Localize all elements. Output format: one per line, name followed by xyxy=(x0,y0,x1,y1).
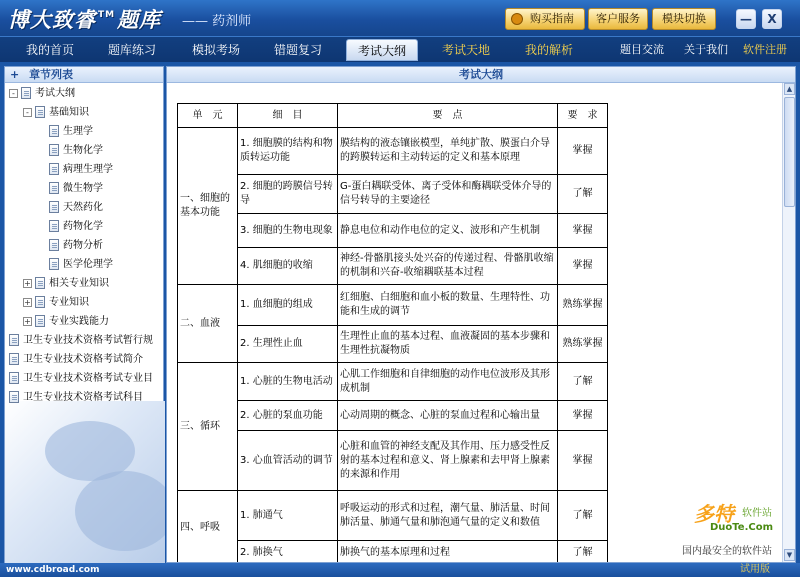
tree-node-label: 卫生专业技术资格考试暂行规 xyxy=(23,335,153,346)
table-row xyxy=(178,541,608,564)
customer-service-button[interactable]: 客户服务 xyxy=(588,8,648,30)
chapter-panel-header xyxy=(5,67,163,83)
tree-node-label: 药物分析 xyxy=(63,240,103,251)
document-icon xyxy=(35,315,45,327)
document-icon xyxy=(35,277,45,289)
art-shape xyxy=(75,471,165,551)
purchase-guide-label: 购买指南 xyxy=(530,12,574,25)
requirement-cell: 熟练掌握 xyxy=(558,326,608,363)
content-panel xyxy=(166,66,796,563)
points-cell: G-蛋白耦联受体、离子受体和酶耦联受体介导的信号转导的主要途径 xyxy=(338,175,558,214)
document-icon xyxy=(49,220,59,232)
minimize-button[interactable]: — xyxy=(736,9,756,29)
points-cell: 膜结构的液态镶嵌模型，单纯扩散、膜蛋白介导的跨膜转运和主动转运的定义和基本原理 xyxy=(338,128,558,175)
app-logo xyxy=(8,4,161,32)
header-unit: 单 元 xyxy=(178,104,238,128)
tree-node-biochemistry[interactable] xyxy=(49,142,103,159)
points-cell: 生理性止血的基本过程、血液凝固的基本步骤和生理性抗凝物质 xyxy=(338,326,558,363)
tree-node-physiology[interactable] xyxy=(49,123,93,140)
table-row xyxy=(178,285,608,326)
table-row xyxy=(178,214,608,248)
document-icon xyxy=(49,125,59,137)
tree-node-natural-medicine[interactable] xyxy=(49,199,103,216)
scrollbar-thumb[interactable] xyxy=(784,97,795,207)
tree-node-basics[interactable] xyxy=(23,104,89,121)
watermark-domain: DuoTe.Com xyxy=(710,522,773,533)
unit-cell: 三、循环 xyxy=(178,363,238,491)
tree-node-professional-knowledge[interactable] xyxy=(23,294,89,311)
table-row xyxy=(178,128,608,175)
tree-node-label: 卫生专业技术资格考试专业目 xyxy=(23,373,153,384)
expand-icon[interactable]: + xyxy=(24,316,31,326)
chapter-panel-title: 章节列表 xyxy=(29,68,74,81)
tree-node-syllabus[interactable] xyxy=(9,85,75,102)
app-title-suffix: 题库 xyxy=(117,8,162,32)
nav-practice[interactable]: 题库练习 xyxy=(107,43,156,57)
tree-node-label: 生物化学 xyxy=(63,145,103,156)
points-cell: 呼吸运动的形式和过程，潮气量、肺活量、时间肺活量、肺通气量和肺泡通气量的定义和数值 xyxy=(338,491,558,541)
watermark-brand-sub: 软件站 xyxy=(742,508,772,519)
requirement-cell: 熟练掌握 xyxy=(558,285,608,326)
requirement-cell: 掌握 xyxy=(558,214,608,248)
points-cell: 心肌工作细胞和自律细胞的动作电位波形及其形成机制 xyxy=(338,363,558,401)
tree-node-label: 病理生理学 xyxy=(63,164,113,175)
points-cell: 神经-骨骼肌接头处兴奋的传递过程、骨骼肌收缩的机制和兴奋-收缩耦联基本过程 xyxy=(338,248,558,285)
tree-node-label: 医学伦理学 xyxy=(63,259,113,270)
document-icon xyxy=(49,182,59,194)
table-row xyxy=(178,401,608,431)
item-cell: 1. 血细胞的组成 xyxy=(238,285,338,326)
tree-node-label: 生理学 xyxy=(63,126,93,137)
tree-node-medicinal-chemistry[interactable] xyxy=(49,218,103,235)
nav-mock-exam[interactable]: 模拟考场 xyxy=(191,43,240,57)
nav-my-analysis[interactable]: 我的解析 xyxy=(524,43,573,57)
nav-discussion[interactable]: 题目交流 xyxy=(620,43,664,56)
main-nav xyxy=(0,36,800,62)
requirement-cell: 掌握 xyxy=(558,431,608,491)
tree-node-label: 专业实践能力 xyxy=(49,316,109,327)
nav-about[interactable]: 关于我们 xyxy=(684,43,728,56)
tree-node-interim-rules[interactable] xyxy=(9,332,153,349)
nav-wrong-review[interactable]: 错题复习 xyxy=(273,43,322,57)
collapse-icon[interactable]: - xyxy=(23,108,32,117)
status-bar xyxy=(0,563,800,577)
nav-syllabus[interactable]: 考试大纲 xyxy=(346,39,418,61)
table-row xyxy=(178,248,608,285)
sidebar-background-art xyxy=(5,401,165,563)
unit-cell: 一、细胞的基本功能 xyxy=(178,128,238,285)
document-icon xyxy=(35,106,45,118)
requirement-cell: 了解 xyxy=(558,175,608,214)
tree-node-label: 药物化学 xyxy=(63,221,103,232)
chapter-panel xyxy=(4,66,164,563)
expand-icon[interactable]: + xyxy=(24,278,31,288)
watermark-slogan: 国内最安全的软件站 xyxy=(682,546,772,557)
trial-version-label: 试用版 xyxy=(740,564,770,575)
app-title: 博大致睿 xyxy=(8,8,96,32)
document-icon xyxy=(21,87,31,99)
purchase-guide-button[interactable] xyxy=(505,8,585,30)
tree-node-microbiology[interactable] xyxy=(49,180,103,197)
header-points: 要 点 xyxy=(338,104,558,128)
status-url: www.cdbroad.com xyxy=(6,565,100,575)
tree-node-label: 专业知识 xyxy=(49,297,89,308)
item-cell: 2. 肺换气 xyxy=(238,541,338,564)
document-icon xyxy=(9,334,19,346)
tree-node-label: 基础知识 xyxy=(49,107,89,118)
item-cell: 1. 心脏的生物电活动 xyxy=(238,363,338,401)
points-cell: 静息电位和动作电位的定义、波形和产生机制 xyxy=(338,214,558,248)
points-cell: 心脏和血管的神经支配及其作用、压力感受性反射的基本过程和意义、肾上腺素和去甲肾上腺素的来源和作用 xyxy=(338,431,558,491)
item-cell: 4. 肌细胞的收缩 xyxy=(238,248,338,285)
item-cell: 2. 生理性止血 xyxy=(238,326,338,363)
requirement-cell: 了解 xyxy=(558,541,608,564)
document-icon xyxy=(49,144,59,156)
requirement-cell: 掌握 xyxy=(558,401,608,431)
points-cell: 心动周期的概念、心脏的泵血过程和心输出量 xyxy=(338,401,558,431)
header-item: 细 目 xyxy=(238,104,338,128)
syllabus-table xyxy=(177,103,608,563)
nav-home[interactable]: 我的首页 xyxy=(25,43,74,57)
app-subtitle: —— 药剂师 xyxy=(182,14,252,29)
document-icon xyxy=(35,296,45,308)
syllabus-scroll-area[interactable] xyxy=(167,83,782,563)
tree-node-label: 卫生专业技术资格考试简介 xyxy=(23,354,143,365)
points-cell: 肺换气的基本原理和过程 xyxy=(338,541,558,564)
item-cell: 3. 细胞的生物电现象 xyxy=(238,214,338,248)
requirement-cell: 了解 xyxy=(558,491,608,541)
tree-node-label: 相关专业知识 xyxy=(49,278,109,289)
table-row xyxy=(178,491,608,541)
requirement-cell: 掌握 xyxy=(558,248,608,285)
expand-icon[interactable]: + xyxy=(24,297,31,307)
table-row xyxy=(178,326,608,363)
tree-node-label: 天然药化 xyxy=(63,202,103,213)
table-row xyxy=(178,175,608,214)
tree-node-drug-analysis[interactable] xyxy=(49,237,103,254)
content-title: 考试大纲 xyxy=(167,67,795,83)
document-icon xyxy=(49,201,59,213)
tree-node-exam-intro[interactable] xyxy=(9,351,143,368)
vertical-scrollbar[interactable] xyxy=(782,83,796,563)
requirement-cell: 掌握 xyxy=(558,128,608,175)
coin-icon xyxy=(511,13,523,25)
header-requirement: 要 求 xyxy=(558,104,608,128)
watermark-brand: 多特 xyxy=(694,502,734,526)
tree-node-pathophysiology[interactable] xyxy=(49,161,113,178)
tree-node-exam-subjects[interactable] xyxy=(9,389,143,406)
tree-node-practice-ability[interactable] xyxy=(23,313,109,330)
document-icon xyxy=(9,353,19,365)
scroll-down-icon[interactable]: ▼ xyxy=(784,549,795,561)
close-button[interactable]: X xyxy=(762,9,782,29)
item-cell: 3. 心血管活动的调节 xyxy=(238,431,338,491)
document-icon xyxy=(9,391,19,403)
table-row xyxy=(178,431,608,491)
tree-node-label: 微生物学 xyxy=(63,183,103,194)
item-cell: 1. 肺通气 xyxy=(238,491,338,541)
table-row xyxy=(178,363,608,401)
module-switch-button[interactable]: 模块切换 xyxy=(652,8,716,30)
unit-cell: 二、血液 xyxy=(178,285,238,363)
tree-node-label: 考试大纲 xyxy=(35,88,75,99)
collapse-icon[interactable]: - xyxy=(9,89,18,98)
document-icon xyxy=(49,258,59,270)
document-icon xyxy=(9,372,19,384)
title-bar xyxy=(0,0,800,36)
tree-node-related-knowledge[interactable] xyxy=(23,275,109,292)
requirement-cell: 了解 xyxy=(558,363,608,401)
item-cell: 1. 细胞膜的结构和物质转运功能 xyxy=(238,128,338,175)
tree-node-label: 卫生专业技术资格考试科目 xyxy=(23,392,143,403)
site-watermark xyxy=(682,496,792,560)
tree-node-medical-ethics[interactable] xyxy=(49,256,113,273)
item-cell: 2. 心脏的泵血功能 xyxy=(238,401,338,431)
scroll-up-icon[interactable]: ▲ xyxy=(784,83,795,95)
nav-register[interactable]: 软件注册 xyxy=(743,43,787,56)
plus-icon: + xyxy=(10,68,20,81)
unit-cell: 四、呼吸 xyxy=(178,491,238,564)
document-icon xyxy=(49,163,59,175)
tree-node-exam-specialties[interactable] xyxy=(9,370,153,387)
item-cell: 2. 细胞的跨膜信号转导 xyxy=(238,175,338,214)
nav-exam-world[interactable]: 考试天地 xyxy=(441,43,490,57)
document-icon xyxy=(49,239,59,251)
table-header-row xyxy=(178,104,608,128)
trademark: TM xyxy=(98,10,116,20)
points-cell: 红细胞、白细胞和血小板的数量、生理特性、功能和生成的调节 xyxy=(338,285,558,326)
